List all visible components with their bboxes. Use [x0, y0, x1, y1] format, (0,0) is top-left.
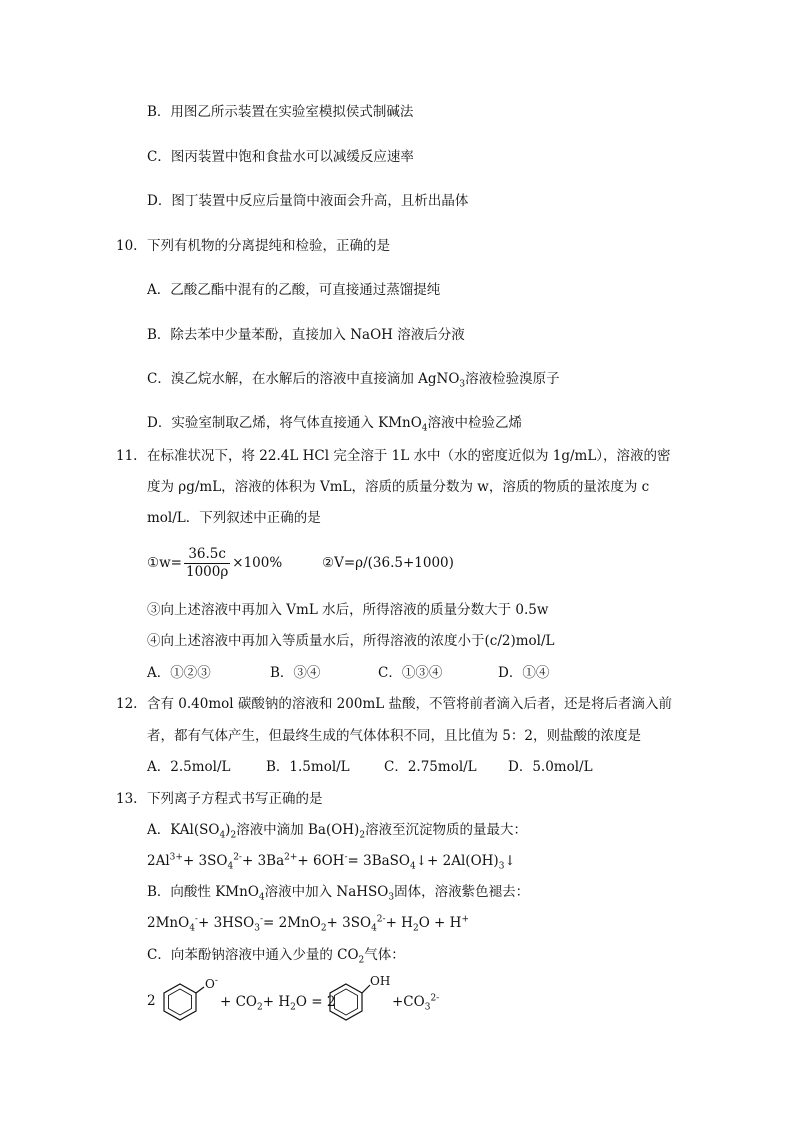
q11-option-d: D．①④: [498, 665, 550, 681]
prev-option-c: C．图丙装置中饱和食盐水可以减缓反应速率: [147, 149, 414, 165]
q12-line2: 者，都有气体产生，但最终生成的气体体积不同，且比值为 5：2，则盐酸的浓度是: [147, 728, 641, 744]
q13-c-end: $+CO_3^{2-}$: [392, 993, 440, 1013]
phenoxide-o-label: O-: [205, 976, 218, 991]
q11-option-a: A．①②③: [147, 665, 211, 681]
q11-fraction: $\frac{36.5c}{1000\rho}$: [185, 546, 229, 580]
q12-line1: 含有 0.40mol 碳酸钠的溶液和 200mL 盐酸，不管将前者滴入后者，还是将后者滴入前: [147, 696, 673, 712]
q13-stem: 下列离子方程式书写正确的是: [147, 791, 323, 807]
q11-line2: 度为 ρg/mL，溶液的体积为 VmL，溶质的质量分数为 w，溶质的物质的量浓度为 c: [147, 479, 650, 495]
q13-option-b-equation: $2MnO_4^-+ 3HSO_3^-= 2MnO_2+ 3SO_4^{2-}+ H_2O + H^+$: [147, 914, 469, 934]
q10-option-d: D．实验室制取乙烯，将气体直接通入 KMnO$_4$溶液中检验乙烯: [147, 415, 523, 434]
q11-option-c: C．①③④: [378, 665, 443, 681]
q12-option-c: C．2.75mol/L: [384, 759, 477, 775]
q13-option-b-label: B．向酸性 KMnO$_4$溶液中加入 NaHSO$_3$固体，溶液紫色褪去：: [147, 884, 530, 903]
q11-option-b: B．③④: [270, 665, 321, 681]
q12-option-a: A．2.5mol/L: [147, 759, 231, 775]
prev-option-d: D．图丁装置中反应后量筒中液面会升高，且析出晶体: [147, 193, 469, 209]
phenol-oh-label: OH: [370, 974, 391, 988]
q13-option-c-label: C．向苯酚钠溶液中通入少量的 $CO_2$气体：: [147, 947, 405, 966]
q12-option-b: B．1.5mol/L: [266, 759, 350, 775]
q11-statement-4: ④向上述溶液中再加入等质量水后，所得溶液的浓度小于(c/2)mol/L: [147, 633, 555, 649]
q10-number: 10.: [116, 238, 138, 254]
q13-option-a-equation: $2Al^{3+}+ 3SO_4^{2-}+ 3Ba^{2+}+ 6OH^-=$ 3BaSO$_4$↓+ $2Al(OH)_3↓$: [147, 852, 516, 872]
q12-number: 12.: [116, 696, 138, 712]
q10-stem: 下列有机物的分离提纯和检验，正确的是: [147, 238, 390, 254]
q11-statement-3: ③向上述溶液中再加入 VmL 水后，所得溶液的质量分数大于 0.5w: [147, 602, 549, 618]
q10-option-a: A．乙酸乙酯中混有的乙酸，可直接通过蒸馏提纯: [147, 282, 441, 298]
q13-c-middle: + $CO_2+ H_2O = 2$: [220, 994, 336, 1013]
q11-line3: mol/L．下列叙述中正确的是: [147, 510, 321, 526]
q13-number: 13.: [116, 791, 138, 807]
q11-number: 11.: [116, 448, 138, 464]
q10-option-c: C．溴乙烷水解，在水解后的溶液中直接滴加 AgNO$_3$溶液检验溴原子: [147, 371, 560, 390]
q12-option-d: D．5.0mol/L: [508, 759, 593, 775]
q11-statement-1: ①w= $\frac{36.5c}{1000\rho}$ ×100%: [147, 546, 283, 580]
prev-option-b: B．用图乙所示装置在实验室模拟侯式制碱法: [147, 104, 414, 120]
q13-c-coefficient-1: 2: [147, 993, 156, 1009]
q11-line1: 在标准状况下，将 22.4L HCl 完全溶于 1L 水中（水的密度近似为 1g/mL），溶液的密: [147, 448, 671, 464]
q11-statement-2: ②V=ρ/(36.5+1000): [322, 555, 454, 571]
q10-option-b: B．除去苯中少量苯酚，直接加入 NaOH 溶液后分液: [147, 327, 465, 343]
q13-option-a-label: A．$KAl(SO_4)_2$溶液中滴加 $Ba(OH)_2$溶液至沉淀物质的量最大：: [147, 822, 528, 841]
